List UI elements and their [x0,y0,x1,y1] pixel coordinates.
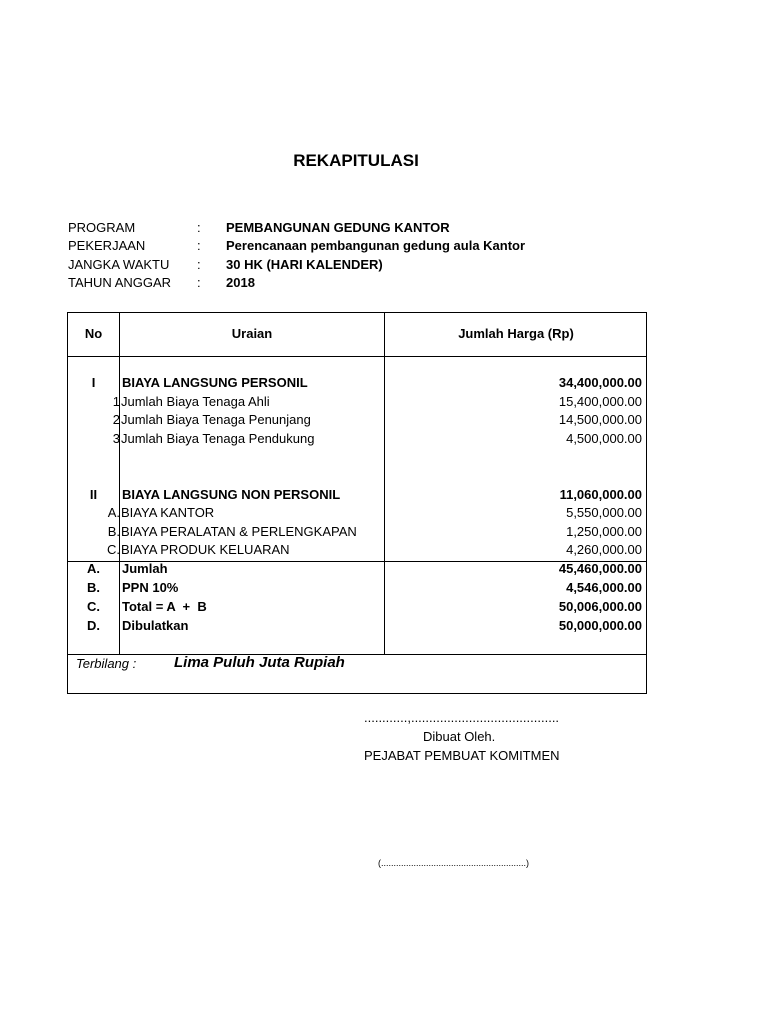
item-number: C. [107,542,120,557]
item-amount: 5,550,000.00 [566,505,642,520]
info-colon: : [197,275,201,290]
section-number: II [89,487,98,502]
total-amount: 45,460,000.00 [558,561,642,576]
total-amount: 4,546,000.00 [566,580,642,595]
info-colon: : [197,238,201,253]
item-number: 1 [112,394,120,409]
item-label: Jumlah Biaya Tenaga Pendukung [121,431,315,446]
info-value: 30 HK (HARI KALENDER) [226,257,383,272]
total-letter: D. [87,618,100,633]
item-amount: 4,500,000.00 [566,431,642,446]
info-value: PEMBANGUNAN GEDUNG KANTOR [226,220,450,235]
item-amount: 15,400,000.00 [558,394,642,409]
header-jumlah: Jumlah Harga (Rp) [458,326,574,341]
item-amount: 1,250,000.00 [566,524,642,539]
item-label: BIAYA PRODUK KELUARAN [121,542,290,557]
info-value: Perencanaan pembangunan gedung aula Kantor [226,238,526,253]
item-number: B. [107,524,120,539]
item-label: BIAYA KANTOR [121,505,215,520]
terbilang-value: Lima Puluh Juta Rupiah [174,654,345,671]
info-colon: : [197,220,201,235]
item-number: 2 [112,412,120,427]
total-amount: 50,006,000.00 [558,599,642,614]
item-label: Jumlah Biaya Tenaga Ahli [121,394,270,409]
total-letter: B. [87,580,100,595]
total-letter: A. [87,561,100,576]
section-label: BIAYA LANGSUNG NON PERSONIL [122,487,341,502]
terbilang-label: Terbilang : [76,656,137,671]
section-amount: 11,060,000.00 [559,487,642,502]
info-label: PROGRAM [68,220,136,235]
recap-table [67,312,647,694]
info-colon: : [197,257,201,272]
item-number: 3 [112,431,120,446]
document-title: REKAPITULASI [293,151,419,170]
info-value: 2018 [226,275,255,290]
total-label: Total = A + B [122,599,207,614]
column-divider [119,313,120,655]
made-by-label: Dibuat Oleh. [423,729,496,744]
header-divider [68,356,646,357]
place-date-line: ............,......................................... [364,710,560,725]
header-uraian: Uraian [231,326,273,341]
total-label: Jumlah [122,561,168,576]
info-label: PEKERJAAN [68,238,146,253]
total-letter: C. [87,599,100,614]
item-number: A. [107,505,120,520]
terbilang-divider [68,654,646,655]
item-label: BIAYA PERALATAN & PERLENGKAPAN [121,524,357,539]
section-number: I [91,375,96,390]
section-amount: 34,400,000.00 [558,375,642,390]
item-amount: 14,500,000.00 [558,412,642,427]
official-position: PEJABAT PEMBUAT KOMITMEN [364,748,560,763]
info-label: JANGKA WAKTU [68,257,170,272]
section-label: BIAYA LANGSUNG PERSONIL [122,375,308,390]
item-label: Jumlah Biaya Tenaga Penunjang [121,412,311,427]
signature-name-line: (..........................................................) [378,858,530,868]
info-label: TAHUN ANGGAR [68,275,172,290]
header-no: No [84,326,103,341]
total-label: PPN 10% [122,580,179,595]
item-amount: 4,260,000.00 [566,542,642,557]
total-amount: 50,000,000.00 [558,618,642,633]
total-label: Dibulatkan [122,618,189,633]
